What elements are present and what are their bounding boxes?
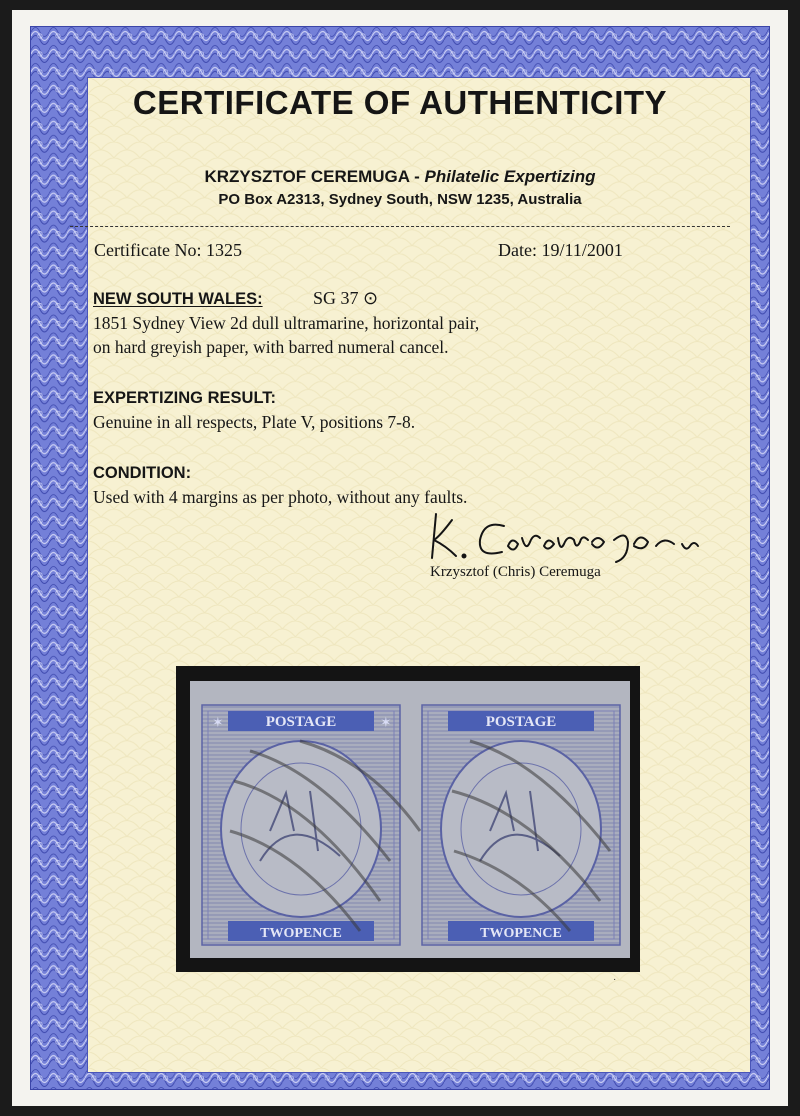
divider	[70, 226, 730, 227]
certificate-date: Date: 19/11/2001	[498, 240, 623, 260]
certificate-number: Certificate No: 1325	[94, 240, 242, 260]
issuer-address: PO Box A2313, Sydney South, NSW 1235, Australia	[218, 191, 582, 208]
catalogue-number: SG 37	[313, 288, 359, 308]
stamp-description-line-2: on hard greyish paper, with barred numeral cancel.	[93, 337, 449, 357]
stamp-pair-illustration	[190, 681, 630, 958]
result-heading: EXPERTIZING RESULT:	[93, 389, 277, 407]
stamp-right-top-label: POSTAGE	[485, 714, 557, 730]
stamp-left-bottom-label: TWOPENCE	[260, 926, 342, 941]
issuer-line	[0, 167, 800, 187]
stamp-catalogue	[313, 288, 378, 309]
stamp-pair-image	[190, 681, 630, 958]
stamp-country: NEW SOUTH WALES:	[93, 290, 263, 308]
certificate-title: CERTIFICATE OF AUTHENTICITY	[132, 84, 668, 121]
stamp-left-top-label: POSTAGE	[265, 714, 337, 730]
condition-text: Used with 4 margins as per photo, without any faults.	[93, 487, 468, 507]
issuer-name: KRZYSZTOF CEREMUGA	[204, 167, 410, 186]
condition-heading: CONDITION:	[93, 464, 192, 482]
photo-mark: ·	[613, 974, 617, 985]
stamp-description-line-1: 1851 Sydney View 2d dull ultramarine, horizontal pair,	[93, 313, 480, 333]
stamp-left-star: ✶	[212, 716, 224, 731]
stamp-right-bottom-label: TWOPENCE	[480, 926, 562, 941]
issuer-tagline: Philatelic Expertizing	[424, 167, 596, 186]
signer-name: Krzysztof (Chris) Ceremuga	[430, 564, 601, 580]
used-icon: ⊙	[363, 288, 379, 308]
result-text: Genuine in all respects, Plate V, positions 7-8.	[93, 412, 416, 432]
issuer-separator: -	[414, 167, 420, 186]
stamp-left-star: ✶	[380, 716, 392, 731]
